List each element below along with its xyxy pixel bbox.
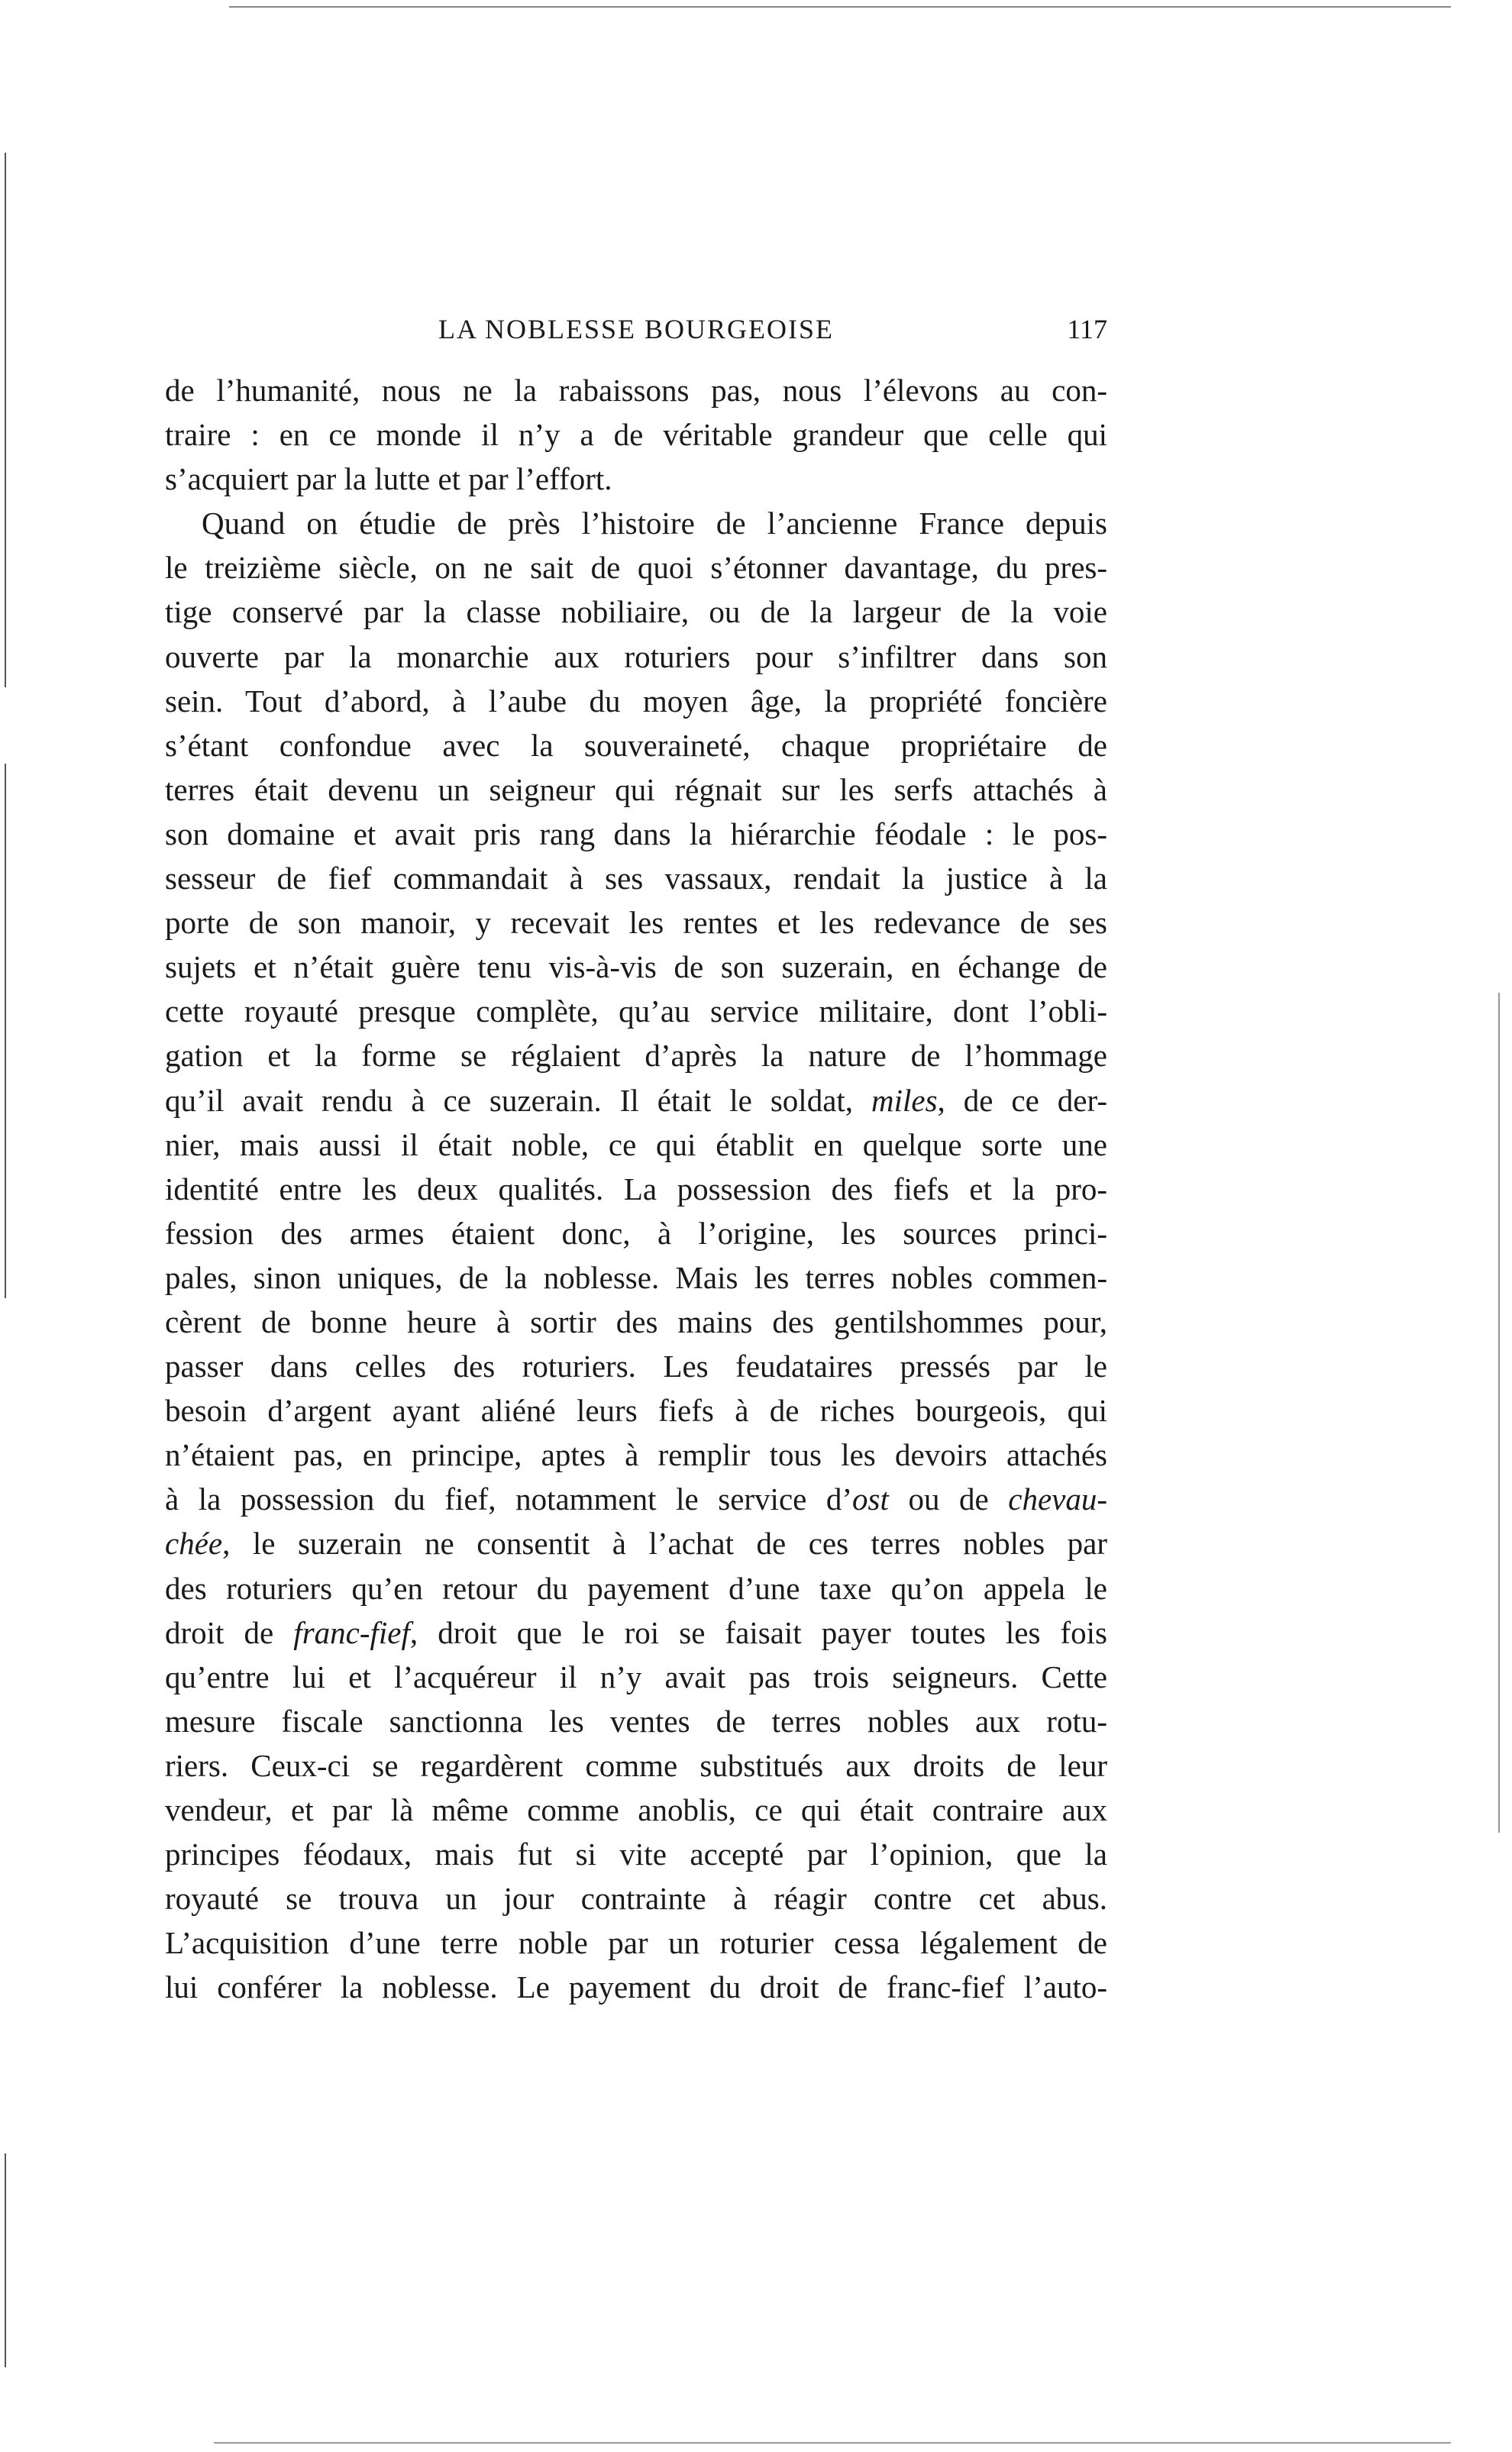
- text-line: [165, 590, 1107, 634]
- text-line: [165, 412, 1107, 457]
- text-line: [165, 1743, 1107, 1788]
- text-line: [165, 945, 1107, 989]
- text-segment: des roturiers qu’en retour du payement d’une taxe qu’on appela le: [165, 1570, 1107, 1606]
- text-segment: principes féodaux, mais fut si vite accepté par l’opinion, que la: [165, 1837, 1107, 1872]
- text-line: [165, 1477, 1107, 1521]
- text-segment: s’étant confondue avec la souveraineté, chaque propriétaire de: [165, 727, 1107, 763]
- text-line: [165, 1965, 1107, 2009]
- scan-edge-top: [229, 6, 1451, 8]
- text-line: [165, 1033, 1107, 1077]
- body-text: [165, 368, 1107, 2009]
- text-segment: passer dans celles des roturiers. Les feudataires pressés par le: [165, 1349, 1107, 1384]
- text-segment: le treizième siècle, on ne sait de quoi s’étonner davantage, du pres-: [165, 550, 1107, 586]
- text-segment: mesure fiscale sanctionna les ventes de terres nobles aux rotu-: [165, 1703, 1107, 1739]
- text-segment: nier, mais aussi il était noble, ce qui établit en quelque sorte une: [165, 1126, 1107, 1162]
- text-line: [165, 1521, 1107, 1565]
- text-segment: s’acquiert par la lutte et par l’effort.: [165, 461, 612, 497]
- text-line: [165, 545, 1107, 590]
- text-segment: identité entre les deux qualités. La possession des fiefs et la pro-: [165, 1171, 1107, 1207]
- text-segment: droit de: [165, 1614, 294, 1650]
- scan-edge-left-3: [5, 2153, 6, 2367]
- text-line: [165, 457, 1107, 501]
- text-line: [165, 1699, 1107, 1743]
- text-segment: royauté se trouva un jour contrainte à réagir contre cet abus.: [165, 1881, 1107, 1917]
- text-segment: qu’il avait rendu à ce suzerain. Il était le soldat,: [165, 1082, 871, 1118]
- italic-text: chée: [165, 1526, 223, 1562]
- text-line: [165, 1876, 1107, 1921]
- text-line: [165, 989, 1107, 1033]
- text-line: [165, 1433, 1107, 1477]
- text-line: [165, 1921, 1107, 1965]
- text-line: [165, 723, 1107, 767]
- text-segment: cèrent de bonne heure à sortir des mains des gentilshommes pour,: [165, 1304, 1107, 1339]
- text-line: [165, 812, 1107, 856]
- text-line: [165, 1167, 1107, 1211]
- text-segment: L’acquisition d’une terre noble par un roturier cessa légalement de: [165, 1925, 1107, 1961]
- text-line: [165, 1211, 1107, 1255]
- text-segment: gation et la forme se réglaient d’après la nature de l’hommage: [165, 1038, 1107, 1074]
- text-segment: son domaine et avait pris rang dans la hiérarchie féodale : le pos-: [165, 816, 1107, 851]
- text-segment: , le suzerain ne consentit à l’achat de ces terres nobles par: [222, 1526, 1107, 1562]
- text-line: [165, 1123, 1107, 1167]
- text-line: [165, 1832, 1107, 1876]
- text-line: [165, 1300, 1107, 1344]
- text-line: [165, 1655, 1107, 1699]
- text-segment: terres était devenu un seigneur qui régnait sur les serfs attachés à: [165, 771, 1107, 807]
- text-segment: ou de: [888, 1481, 1009, 1517]
- page-number: 117: [1067, 314, 1107, 344]
- text-segment: besoin d’argent ayant aliéné leurs fiefs à de riches bourgeois, qui: [165, 1393, 1107, 1429]
- text-segment: tige conservé par la classe nobiliaire, ou de la largeur de la voie: [165, 594, 1107, 630]
- text-line: [165, 1255, 1107, 1300]
- text-line: [165, 679, 1107, 723]
- text-segment: à la possession du fief, notamment le service d’: [165, 1481, 853, 1517]
- text-segment: traire : en ce monde il n’y a de véritable grandeur que celle qui: [165, 417, 1107, 453]
- text-segment: , de ce der-: [937, 1082, 1107, 1118]
- page-header: [165, 313, 1107, 351]
- italic-text: chevau-: [1008, 1481, 1108, 1517]
- running-title: LA NOBLESSE BOURGEOISE: [438, 314, 835, 344]
- text-line: [165, 501, 1107, 545]
- text-segment: qu’entre lui et l’acquéreur il n’y avait pas trois seigneurs. Cette: [165, 1659, 1107, 1694]
- text-line: [165, 1388, 1107, 1433]
- text-segment: lui conférer la noblesse. Le payement du droit de franc-fief l’auto-: [165, 1969, 1107, 2005]
- text-segment: pales, sinon uniques, de la noblesse. Mais les terres nobles commen-: [165, 1259, 1107, 1295]
- text-segment: sujets et n’était guère tenu vis-à-vis de son suzerain, en échange de: [165, 949, 1107, 985]
- scan-edge-bottom: [214, 2442, 1451, 2444]
- text-line: [165, 767, 1107, 812]
- text-segment: sesseur de fief commandait à ses vassaux, rendait la justice à la: [165, 861, 1107, 896]
- text-line: [165, 1610, 1107, 1655]
- text-line: [165, 368, 1107, 412]
- text-segment: sein. Tout d’abord, à l’aube du moyen âge, la propriété foncière: [165, 683, 1107, 719]
- text-segment: porte de son manoir, y recevait les rentes et les redevance de ses: [165, 905, 1107, 941]
- scan-edge-left-1: [5, 153, 6, 687]
- text-line: [165, 1344, 1107, 1388]
- text-segment: cette royauté presque complète, qu’au service militaire, dont l’obli-: [165, 993, 1107, 1029]
- scan-edge-left-2: [5, 764, 6, 1298]
- text-line: [165, 1078, 1107, 1123]
- text-line: [165, 900, 1107, 945]
- scan-edge-right: [1498, 993, 1500, 1833]
- text-line: [165, 635, 1107, 679]
- text-segment: ouverte par la monarchie aux roturiers pour s’infiltrer dans son: [165, 638, 1107, 674]
- text-segment: n’étaient pas, en principe, aptes à remplir tous les devoirs attachés: [165, 1437, 1107, 1473]
- italic-text: ost: [852, 1481, 889, 1517]
- text-segment: riers. Ceux-ci se regardèrent comme substitués aux droits de leur: [165, 1747, 1107, 1783]
- text-line: [165, 1566, 1107, 1610]
- text-line: [165, 1788, 1107, 1832]
- italic-text: franc-fief: [293, 1614, 410, 1650]
- italic-text: miles: [871, 1082, 938, 1118]
- text-segment: vendeur, et par là même comme anoblis, ce qui était contraire aux: [165, 1792, 1107, 1827]
- text-line: [165, 856, 1107, 900]
- text-segment: fession des armes étaient donc, à l’origine, les sources princi-: [165, 1215, 1107, 1251]
- text-segment: , droit que le roi se faisait payer toutes les fois: [409, 1614, 1107, 1650]
- text-segment: de l’humanité, nous ne la rabaissons pas, nous l’élevons au con-: [165, 373, 1107, 408]
- text-segment: Quand on étudie de près l’histoire de l’ancienne France depuis: [202, 506, 1107, 541]
